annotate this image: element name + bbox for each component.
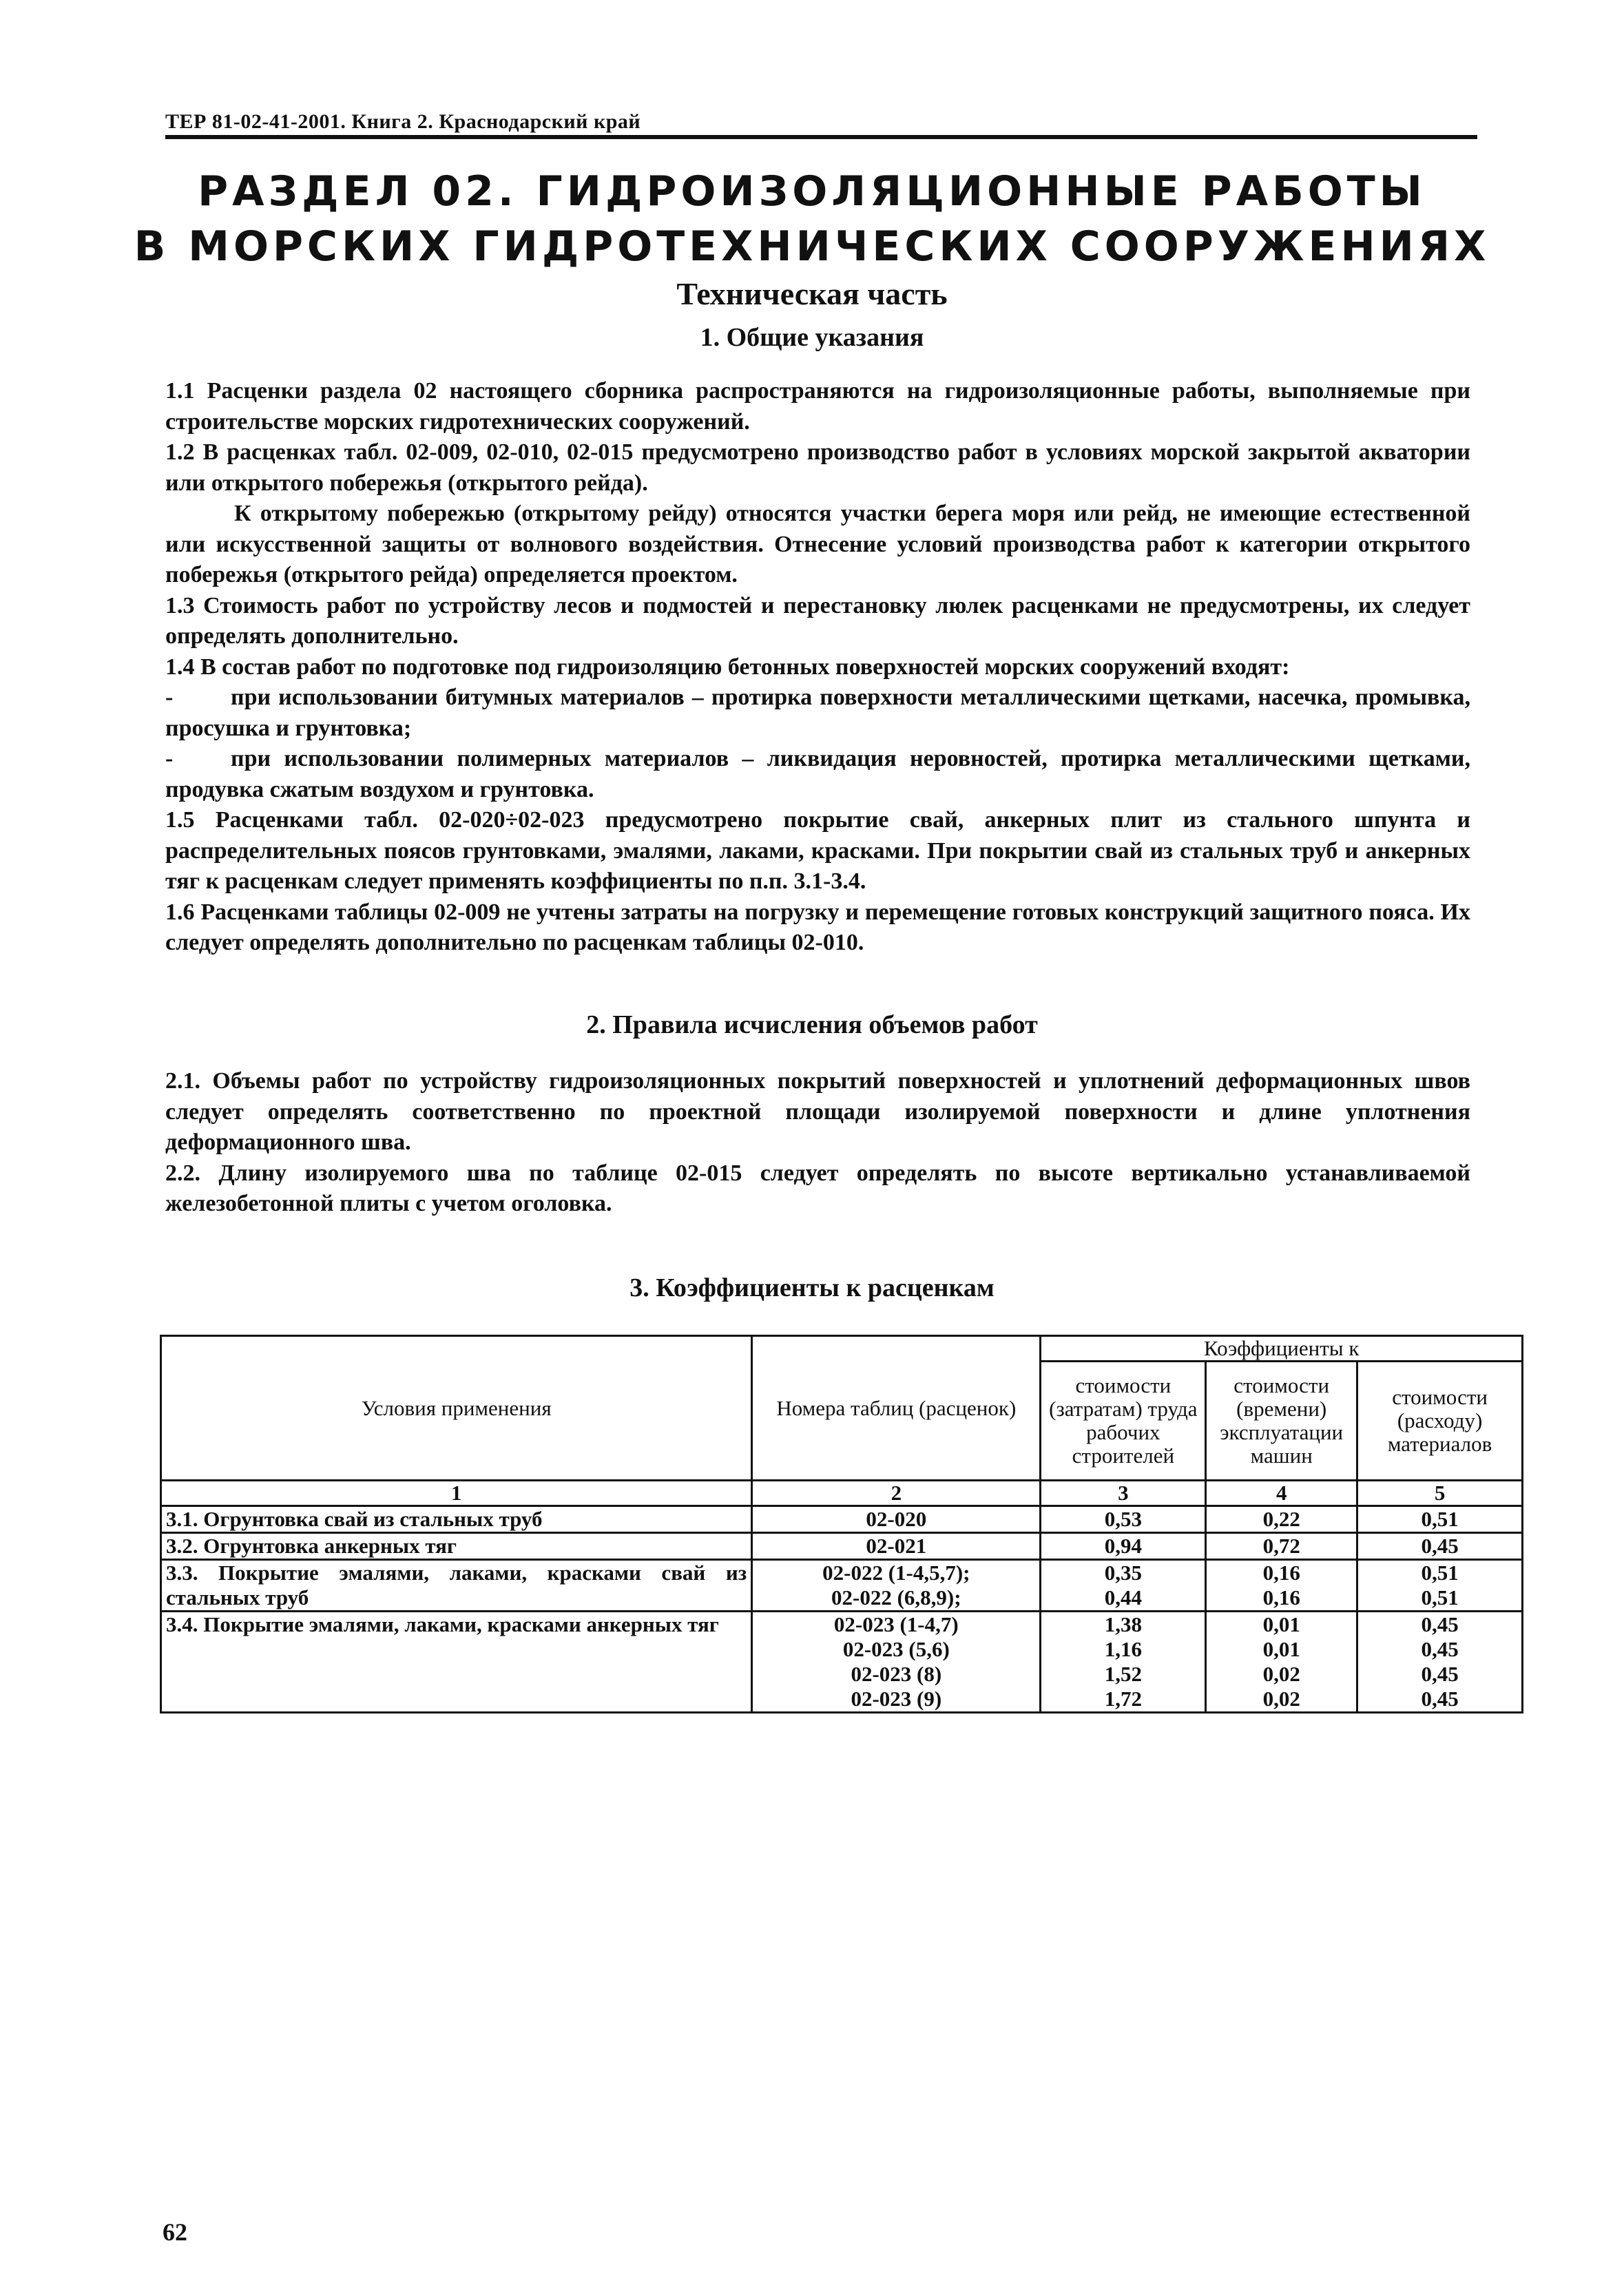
header-table-numbers: Номера таблиц (расценок): [752, 1336, 1041, 1481]
heading-volume-rules: 2. Правила исчисления объемов работ: [586, 1010, 1038, 1039]
condition-cell: 3.4. Покрытие эмалями, лаками, красками анкерных тяг: [161, 1612, 752, 1713]
header-materials: стоимости (расходу) материалов: [1357, 1362, 1523, 1481]
materials-value: 0,45: [1421, 1637, 1459, 1661]
machines-cell: [1206, 1506, 1357, 1533]
header-conditions: Условия применения: [161, 1336, 752, 1481]
section1-text: [165, 376, 1470, 959]
table-row: [161, 1612, 1523, 1713]
tables-value: 02-023 (8): [851, 1662, 942, 1686]
labor-value: 1,72: [1104, 1687, 1142, 1711]
labor-value: 0,94: [1104, 1534, 1142, 1558]
tables-cell: [752, 1506, 1041, 1533]
section-title-line1: РАЗДЕЛ 02. ГИДРОИЗОЛЯЦИОННЫЕ РАБОТЫ: [198, 167, 1426, 216]
machines-cell: [1206, 1612, 1357, 1713]
labor-value: 1,38: [1104, 1612, 1142, 1636]
materials-cell: [1357, 1560, 1523, 1612]
heading-coefficients: 3. Коэффициенты к расценкам: [629, 1273, 995, 1302]
machines-value: 0,72: [1262, 1534, 1300, 1558]
tables-value: 02-021: [866, 1534, 927, 1558]
condition-cell: 3.3. Покрытие эмалями, лаками, красками свай из стальных труб: [161, 1560, 752, 1612]
labor-value: 1,16: [1104, 1637, 1142, 1661]
labor-cell: [1041, 1560, 1206, 1612]
bullet-bitumen: [165, 683, 1470, 744]
table-row: [161, 1506, 1523, 1533]
tables-cell: [752, 1612, 1041, 1713]
machines-value: 0,01: [1262, 1637, 1300, 1661]
machines-value: 0,22: [1262, 1507, 1300, 1531]
labor-cell: [1041, 1612, 1206, 1713]
table-row: [161, 1560, 1523, 1612]
paragraph-1-1: 1.1 Расценки раздела 02 настоящего сборника распространяются на гидроизоляционные работы, выполняемые при строительстве морских гидротехнических сооружений.: [165, 378, 1470, 435]
tables-value: 02-023 (5,6): [842, 1637, 950, 1661]
paragraph-2-1: 2.1. Объемы работ по устройству гидроизоляционных покрытий поверхностей и уплотнений деформационных швов следует определять соответственно по проектной площади изолируемой поверхности и длине уплотнения деформационного шва.: [165, 1068, 1470, 1155]
header-coef-group: Коэффициенты к: [1041, 1336, 1523, 1362]
materials-value: 0,51: [1421, 1507, 1459, 1531]
header-machines: стоимости (времени) эксплуатации машин: [1206, 1362, 1357, 1481]
tables-cell: [752, 1533, 1041, 1560]
materials-cell: [1357, 1533, 1523, 1560]
paragraph-2-2: 2.2. Длину изолируемого шва по таблице 02-015 следует определять по высоте вертикально устанавливаемой железобетонной плиты с учетом оголовка.: [165, 1160, 1470, 1216]
bullet-dash: -: [165, 685, 174, 710]
header-rule: [165, 135, 1477, 139]
section2-text: [165, 1066, 1470, 1220]
column-number: 3: [1041, 1481, 1206, 1506]
labor-value: 0,35: [1104, 1561, 1142, 1585]
bullet-dash: -: [165, 746, 174, 771]
paragraph-1-4: 1.4 В состав работ по подготовке под гидроизоляцию бетонных поверхностей морских сооружений входят:: [165, 654, 1290, 680]
table-header-row: [161, 1336, 1523, 1362]
labor-value: 1,52: [1104, 1662, 1142, 1686]
paragraph-1-5: 1.5 Расценками табл. 02-020÷02-023 предусмотрено покрытие свай, анкерных плит из стального шпунта и распределительных поясов грунтовками, эмалями, лаками, красками. При покрытии свай из стальных труб и анкерных тяг к расценкам следует применять коэффициенты по п.п. 3.1-3.4.: [165, 807, 1470, 894]
machines-value: 0,01: [1262, 1612, 1300, 1636]
tables-value: 02-022 (6,8,9);: [831, 1585, 961, 1609]
column-number: 2: [752, 1481, 1041, 1506]
tables-cell: [752, 1560, 1041, 1612]
condition-cell: 3.2. Огрунтовка анкерных тяг: [161, 1533, 752, 1560]
machines-value: 0,02: [1262, 1687, 1300, 1711]
column-number-row: [161, 1481, 1523, 1506]
materials-value: 0,45: [1421, 1687, 1459, 1711]
labor-value: 0,53: [1104, 1507, 1142, 1531]
bullet-polymer: [165, 744, 1470, 805]
machines-cell: [1206, 1560, 1357, 1612]
materials-value: 0,51: [1421, 1585, 1459, 1609]
paragraph-open-coast: К открытому побережью (открытому рейду) относятся участки берега моря или рейд, не имеющие естественной или искусственной защиты от волнового воздействия. Отнесение условий производства работ к категории открытого побережья (открытого рейда) определяется проектом.: [165, 501, 1470, 587]
materials-value: 0,45: [1421, 1534, 1459, 1558]
labor-cell: [1041, 1506, 1206, 1533]
materials-value: 0,51: [1421, 1561, 1459, 1585]
materials-cell: [1357, 1506, 1523, 1533]
machines-value: 0,02: [1262, 1662, 1300, 1686]
paragraph-1-6: 1.6 Расценками таблицы 02-009 не учтены затраты на погрузку и перемещение готовых конструкций защитного пояса. Их следует определять дополнительно по расценкам таблицы 02-010.: [165, 899, 1470, 955]
page-number: 62: [163, 2218, 187, 2246]
heading-general: 1. Общие указания: [700, 323, 924, 352]
machines-cell: [1206, 1533, 1357, 1560]
coefficients-table: [160, 1335, 1523, 1713]
labor-cell: [1041, 1533, 1206, 1560]
tables-value: 02-023 (9): [851, 1687, 942, 1711]
bullet-bitumen-text: при использовании битумных материалов – протирка поверхности металлическими щетками, насечка, промывка, просушка и грунтовка;: [165, 685, 1470, 741]
table-row: [161, 1533, 1523, 1560]
bullet-polymer-text: при использовании полимерных материалов – ликвидация неровностей, протирка металлическими щетками, продувка сжатым воздухом и грунтовка.: [165, 746, 1470, 802]
tables-value: 02-023 (1-4,7): [833, 1612, 959, 1636]
condition-cell: 3.1. Огрунтовка свай из стальных труб: [161, 1506, 752, 1533]
labor-value: 0,44: [1104, 1585, 1142, 1609]
tables-value: 02-020: [866, 1507, 927, 1531]
subtitle: Техническая часть: [676, 276, 948, 311]
section-title-line2: В МОРСКИХ ГИДРОТЕХНИЧЕСКИХ СООРУЖЕНИЯХ: [134, 222, 1490, 271]
machines-value: 0,16: [1262, 1561, 1300, 1585]
column-number: 1: [161, 1481, 752, 1506]
materials-value: 0,45: [1421, 1662, 1459, 1686]
tables-value: 02-022 (1-4,5,7);: [822, 1561, 970, 1585]
column-number: 4: [1206, 1481, 1357, 1506]
paragraph-1-2: 1.2 В расценках табл. 02-009, 02-010, 02-015 предусмотрено производство работ в условиях морской закрытой акватории или открытого побережья (открытого рейда).: [165, 439, 1470, 496]
title-block: [0, 164, 1624, 312]
paragraph-1-3: 1.3 Стоимость работ по устройству лесов и подмостей и перестановку люлек расценками не предусмотрены, их следует определять дополнительно.: [165, 592, 1470, 649]
header-labor: стоимости (затратам) труда рабочих строителей: [1041, 1362, 1206, 1481]
column-number: 5: [1357, 1481, 1523, 1506]
machines-value: 0,16: [1262, 1585, 1300, 1609]
running-head: ТЕР 81-02-41-2001. Книга 2. Краснодарский край: [165, 110, 641, 133]
materials-cell: [1357, 1612, 1523, 1713]
materials-value: 0,45: [1421, 1612, 1459, 1636]
